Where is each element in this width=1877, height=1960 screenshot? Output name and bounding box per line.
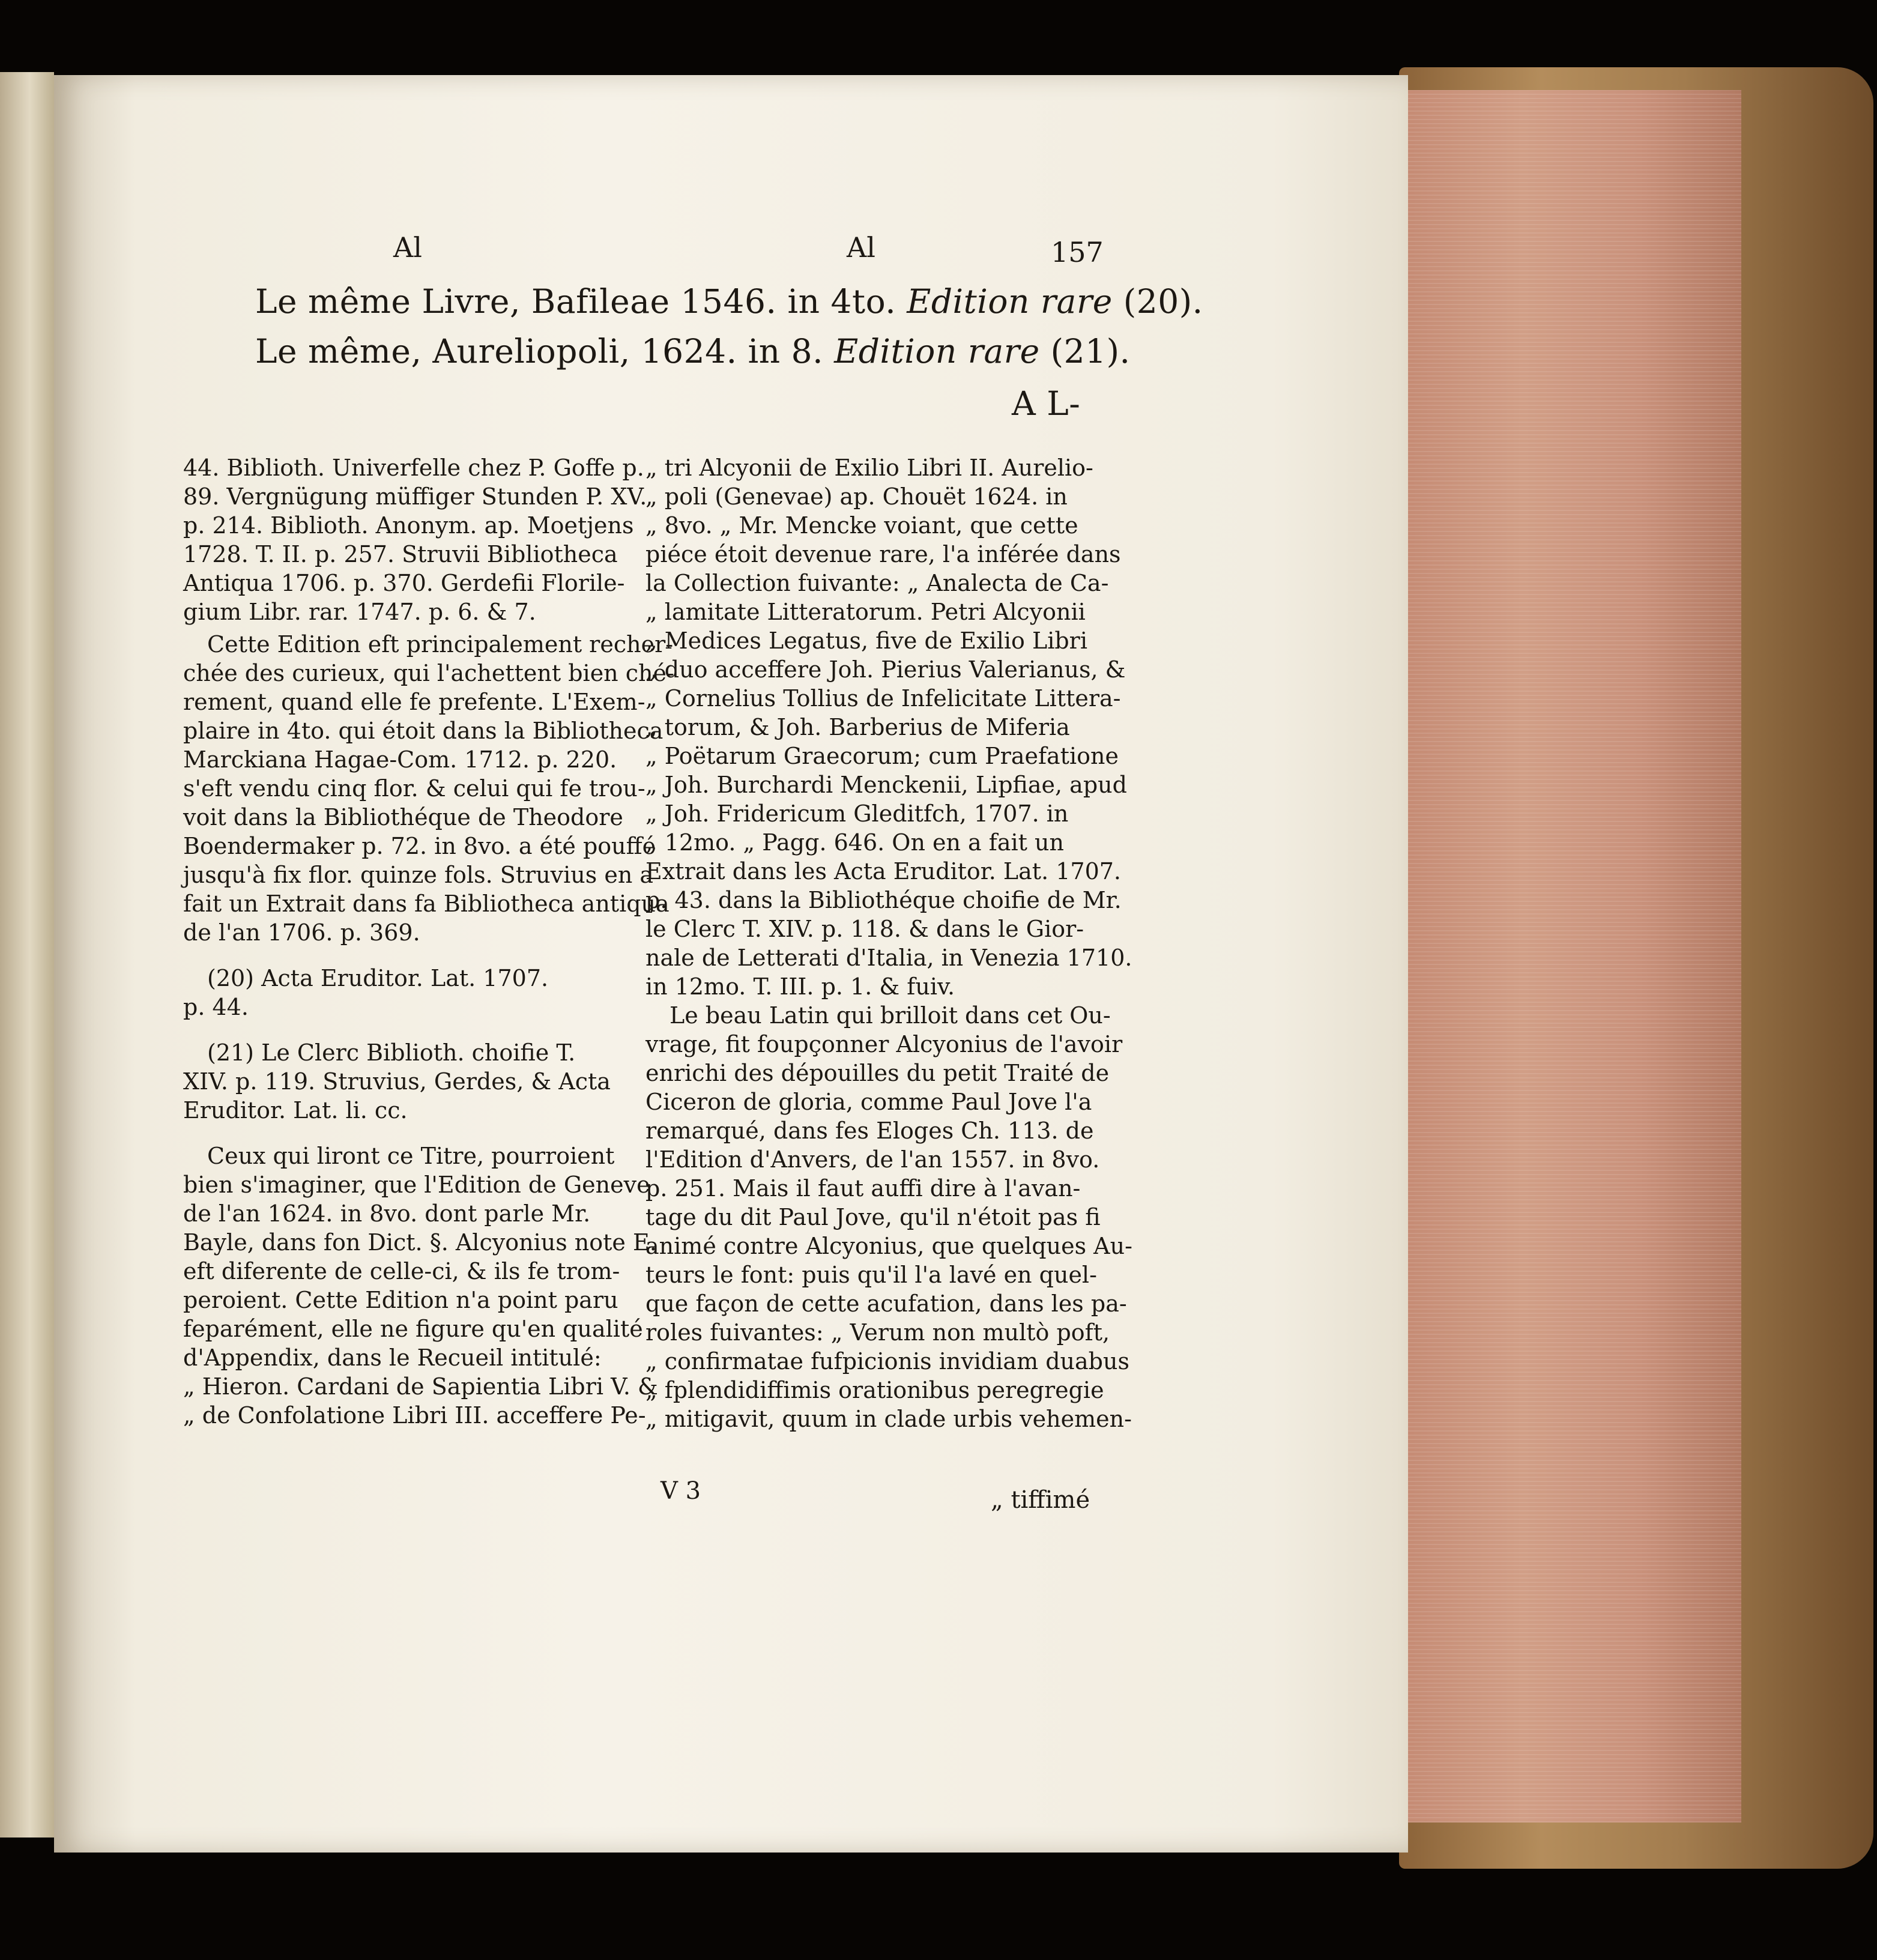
right-column-line: „ 8vo. „ Mr. Mencke voiant, que cette bbox=[645, 512, 1078, 539]
right-column-line: „ Joh. Burchardi Menckenii, Lipfiae, apud bbox=[645, 772, 1127, 798]
right-column-line: „ Medices Legatus, five de Exilio Libri bbox=[645, 628, 1087, 654]
title-line-1-italic: Edition rare bbox=[907, 282, 1113, 321]
facing-page-edge bbox=[0, 72, 54, 1838]
page-edges bbox=[1405, 90, 1741, 1822]
right-column-line: „ Cornelius Tollius de Infelicitate Littera- bbox=[645, 685, 1121, 712]
left-column-line: p. 44. bbox=[183, 994, 249, 1020]
left-column-line: Antiqua 1706. p. 370. Gerdefii Florile- bbox=[183, 570, 625, 596]
right-column-line: roles fuivantes: „ Verum non multò poft, bbox=[645, 1319, 1110, 1346]
right-column-line: „ poli (Genevae) ap. Chouët 1624. in bbox=[645, 483, 1068, 510]
right-column-line: teurs le font: puis qu'il l'a lavé en quel- bbox=[645, 1262, 1097, 1288]
right-column-line: Le beau Latin qui brilloit dans cet Ou- bbox=[669, 1002, 1111, 1029]
catchword-bottom: „ tiffimé bbox=[991, 1486, 1090, 1514]
left-column-line: de l'an 1706. p. 369. bbox=[183, 919, 420, 946]
right-column-line: piéce étoit devenue rare, l'a inférée dans bbox=[645, 541, 1121, 567]
title-line-2 bbox=[255, 332, 1131, 371]
left-column-line: Ceux qui liront ce Titre, pourroient bbox=[207, 1143, 615, 1169]
left-column-line: Marckiana Hagae-Com. 1712. p. 220. bbox=[183, 746, 617, 773]
running-head-center: Al bbox=[847, 231, 875, 264]
title-line-1-tail: (20). bbox=[1123, 282, 1203, 321]
left-column-line: Eruditor. Lat. li. cc. bbox=[183, 1097, 408, 1124]
left-column-line: rement, quand elle fe prefente. L'Exem- bbox=[183, 689, 645, 715]
left-column-line: XIV. p. 119. Struvius, Gerdes, & Acta bbox=[183, 1068, 611, 1095]
left-column-line: d'Appendix, dans le Recueil intitulé: bbox=[183, 1344, 602, 1371]
title-line-1 bbox=[255, 282, 1203, 321]
left-column-line: jusqu'à fix flor. quinze fols. Struvius en a bbox=[183, 862, 654, 888]
left-column-line: (21) Le Clerc Biblioth. choifie T. bbox=[207, 1039, 576, 1066]
left-column-line: „ de Confolatione Libri III. acceffere Pe- bbox=[183, 1402, 646, 1429]
right-column-line: la Collection fuivante: „ Analecta de Ca- bbox=[645, 570, 1109, 596]
right-column-line: „ duo acceffere Joh. Pierius Valerianus, & bbox=[645, 656, 1126, 683]
right-page bbox=[54, 75, 1408, 1853]
left-column-line: 44. Biblioth. Univerfelle chez P. Goffe p. bbox=[183, 455, 644, 481]
title-line-2-tail: (21). bbox=[1050, 332, 1131, 371]
right-column-line: l'Edition d'Anvers, de l'an 1557. in 8vo. bbox=[645, 1146, 1100, 1173]
left-column-line: voit dans la Bibliothéque de Theodore bbox=[183, 804, 623, 830]
right-column-line: in 12mo. T. III. p. 1. & fuiv. bbox=[645, 973, 955, 1000]
left-column-line: eft diferente de celle-ci, & ils fe trom- bbox=[183, 1258, 620, 1284]
right-column-line: nale de Letterati d'Italia, in Venezia 1710. bbox=[645, 945, 1132, 971]
left-column-line: de l'an 1624. in 8vo. dont parle Mr. bbox=[183, 1200, 591, 1227]
title-line-1-roman: Le même Livre, Bafileae 1546. in 4to. bbox=[255, 282, 896, 321]
signature-mark: V 3 bbox=[660, 1477, 701, 1505]
title-line-2-roman: Le même, Aureliopoli, 1624. in 8. bbox=[255, 332, 824, 371]
left-column-line: chée des curieux, qui l'achettent bien ché- bbox=[183, 660, 674, 686]
right-column-line: remarqué, dans fes Eloges Ch. 113. de bbox=[645, 1118, 1094, 1144]
left-column-line: feparément, elle ne figure qu'en qualité bbox=[183, 1316, 643, 1342]
right-column-line: „ Joh. Fridericum Gleditfch, 1707. in bbox=[645, 800, 1069, 827]
left-column-line: bien s'imaginer, que l'Edition de Geneve bbox=[183, 1172, 650, 1198]
running-head-left: Al bbox=[393, 231, 422, 264]
left-column-line: gium Libr. rar. 1747. p. 6. & 7. bbox=[183, 599, 536, 625]
left-column-line: Cette Edition eft principalement recher- bbox=[207, 631, 674, 658]
title-line-2-italic: Edition rare bbox=[834, 332, 1040, 371]
right-column-line: Ciceron de gloria, comme Paul Jove l'a bbox=[645, 1089, 1092, 1115]
right-column-line: „ fplendidiffimis orationibus peregregie bbox=[645, 1377, 1104, 1403]
right-column-line: „ 12mo. „ Pagg. 646. On en a fait un bbox=[645, 829, 1064, 856]
left-column-line: peroient. Cette Edition n'a point paru bbox=[183, 1287, 618, 1313]
right-column-line: enrichi des dépouilles du petit Traité de bbox=[645, 1060, 1110, 1086]
right-column-line: vrage, fit foupçonner Alcyonius de l'avoir bbox=[645, 1031, 1123, 1057]
right-column-line: „ lamitate Litteratorum. Petri Alcyonii bbox=[645, 599, 1086, 625]
right-column-line: que façon de cette acufation, dans les pa- bbox=[645, 1290, 1127, 1317]
catchword-top: A L- bbox=[1012, 384, 1081, 423]
right-column-line: „ torum, & Joh. Barberius de Miferia bbox=[645, 714, 1070, 740]
left-column-line: Boendermaker p. 72. in 8vo. a été pouffé bbox=[183, 833, 656, 859]
left-column-line: 89. Vergnügung müffiger Stunden P. XV. bbox=[183, 483, 647, 510]
right-column-line: tage du dit Paul Jove, qu'il n'étoit pas fi bbox=[645, 1204, 1101, 1230]
right-column-line: „ confirmatae fufpicionis invidiam duabus bbox=[645, 1348, 1129, 1375]
left-column-line: fait un Extrait dans fa Bibliotheca antiqua bbox=[183, 891, 669, 917]
left-column-line: Bayle, dans fon Dict. §. Alcyonius note E. bbox=[183, 1229, 657, 1256]
right-column-line: animé contre Alcyonius, que quelques Au- bbox=[645, 1233, 1132, 1259]
right-column-line: le Clerc T. XIV. p. 118. & dans le Gior- bbox=[645, 916, 1084, 942]
left-column-line: p. 214. Biblioth. Anonym. ap. Moetjens bbox=[183, 512, 634, 539]
right-column-line: p. 43. dans la Bibliothéque choifie de Mr. bbox=[645, 887, 1122, 913]
page-number: 157 bbox=[1051, 236, 1104, 268]
left-column-line: 1728. T. II. p. 257. Struvii Bibliotheca bbox=[183, 541, 618, 567]
left-column-line: (20) Acta Eruditor. Lat. 1707. bbox=[207, 965, 549, 991]
right-column-line: p. 251. Mais il faut auffi dire à l'avan- bbox=[645, 1175, 1081, 1202]
left-column-line: „ Hieron. Cardani de Sapientia Libri V. & bbox=[183, 1373, 658, 1400]
left-column-line: plaire in 4to. qui étoit dans la Bibliotheca bbox=[183, 718, 663, 744]
right-column-line: „ mitigavit, quum in clade urbis vehemen- bbox=[645, 1406, 1132, 1432]
right-column-line: „ tri Alcyonii de Exilio Libri II. Aurelio- bbox=[645, 455, 1093, 481]
right-column-line: „ Poëtarum Graecorum; cum Praefatione bbox=[645, 743, 1119, 769]
left-column-line: s'eft vendu cinq flor. & celui qui fe trou- bbox=[183, 775, 645, 802]
right-column-line: Extrait dans les Acta Eruditor. Lat. 1707. bbox=[645, 858, 1122, 885]
